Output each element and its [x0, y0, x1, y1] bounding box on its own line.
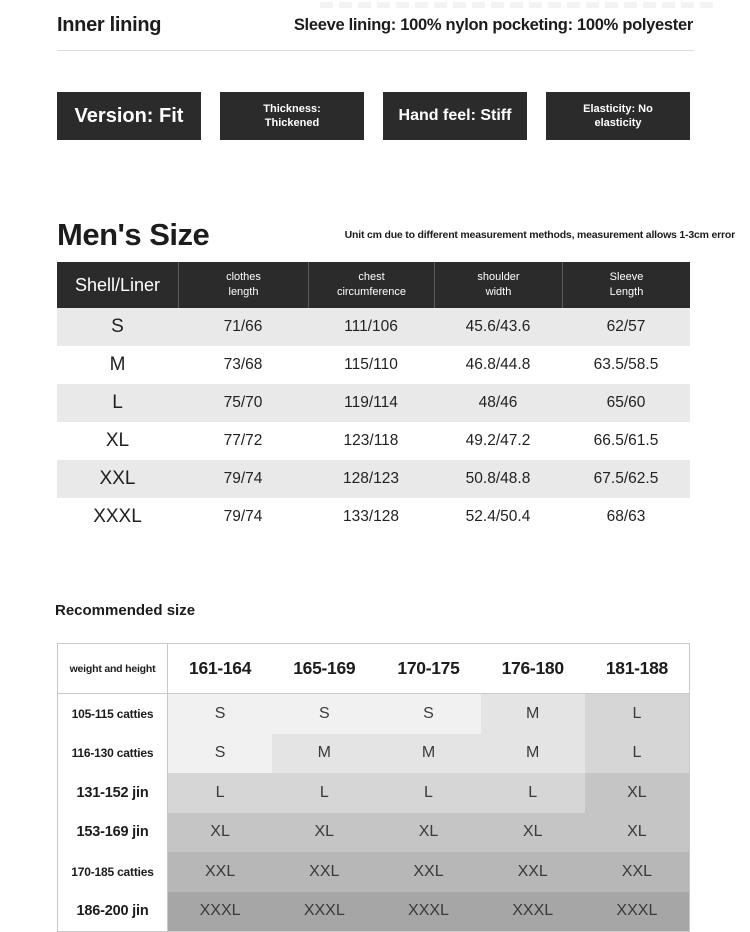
size-cell: M [481, 734, 585, 774]
recommended-size-table [57, 643, 690, 932]
size-cell: XXXL [585, 892, 689, 932]
table-row [57, 384, 690, 422]
measurement-value: 79/74 [223, 508, 263, 525]
measurement-value: 123/118 [343, 432, 399, 449]
measurement-value: 52.4/50.4 [465, 508, 531, 525]
measurement-value: 71/66 [223, 318, 263, 335]
size-cell: L [585, 734, 689, 774]
size-cell: XXL [168, 852, 272, 892]
lining-header [57, 6, 693, 44]
chip-elasticity-line1: Elasticity: No [583, 102, 653, 115]
height-range-header: 170-175 [397, 658, 460, 678]
size-label: XXL [99, 468, 136, 489]
recommended-size-title: Recommended size [55, 602, 196, 619]
table-row [57, 346, 690, 384]
size-cell: M [272, 734, 376, 774]
size-cell: XXL [376, 852, 480, 892]
measurement-value: 111/106 [344, 318, 398, 335]
column-header-text: Shell/Liner [74, 274, 161, 295]
measurement-note: Unit cm due to different measurement methods, measurement allows 1-3cm error [344, 229, 735, 241]
weight-range-label: 116-130 catties [58, 734, 168, 774]
measurement-value: 46.8/44.8 [465, 356, 531, 373]
measurement-value: 67.5/62.5 [593, 470, 659, 487]
mens-size-heading-row [57, 212, 735, 258]
measurement-value: 73/68 [223, 356, 263, 373]
attribute-chip-row [57, 92, 690, 140]
column-header-text: clothes [226, 271, 261, 284]
table-row [58, 734, 689, 774]
height-range-header: 181-188 [605, 658, 668, 678]
table-row [58, 852, 689, 892]
measurement-value: 48/46 [478, 394, 518, 411]
mens-size-table-header [57, 262, 690, 308]
column-header-text: Length [609, 286, 644, 298]
size-cell: L [585, 694, 689, 734]
size-cell: XL [168, 813, 272, 853]
measurement-value: 133/128 [342, 508, 400, 525]
chip-thickness-line2: Thickened [264, 117, 320, 129]
measurement-value: 115/110 [344, 356, 398, 373]
weight-range-label: 153-169 jin [58, 813, 168, 853]
lining-title: Inner lining [57, 13, 162, 36]
measurement-value: 119/114 [344, 394, 398, 411]
column-header-shoulder-width [434, 262, 562, 308]
size-cell: L [376, 773, 480, 813]
measurement-value: 50.8/48.8 [465, 470, 531, 487]
size-cell: S [168, 694, 272, 734]
size-cell: L [481, 773, 585, 813]
column-header-text: length [228, 286, 259, 298]
height-range-header: 176-180 [501, 658, 564, 678]
size-label: L [112, 392, 123, 413]
size-cell: S [376, 694, 480, 734]
chip-thickness-line1: Thickness: [263, 102, 321, 115]
mens-size-table [57, 262, 690, 536]
table-row [57, 308, 690, 346]
size-cell: S [272, 694, 376, 734]
measurement-value: 65/60 [606, 394, 646, 411]
chip-elasticity-line2: elasticity [594, 117, 642, 129]
column-header-text: chest [358, 271, 385, 284]
weight-range-label: 186-200 jin [58, 892, 168, 932]
measurement-value: 75/70 [223, 394, 263, 411]
recommended-table-header [58, 644, 689, 694]
chip-thickness [220, 92, 364, 140]
size-label: XL [105, 430, 130, 451]
column-header-chest-circumference [308, 262, 434, 308]
chip-hand-feel [383, 92, 527, 140]
measurement-value: 77/72 [223, 432, 263, 449]
height-range-header: 165-169 [293, 658, 356, 678]
size-label: M [109, 354, 126, 375]
measurement-value: 79/74 [223, 470, 263, 487]
column-header-text: shoulder [477, 271, 520, 284]
mens-size-title: Men's Size [57, 217, 210, 252]
column-header-clothes-length [178, 262, 308, 308]
chip-version [57, 92, 201, 140]
table-row [57, 422, 690, 460]
header-divider [57, 50, 694, 51]
size-cell: XXL [272, 852, 376, 892]
size-cell: XL [376, 813, 480, 853]
size-cell: XXL [585, 852, 689, 892]
measurement-value: 66.5/61.5 [593, 432, 659, 449]
table-row [58, 892, 689, 932]
size-cell: L [272, 773, 376, 813]
size-cell: M [376, 734, 480, 774]
measurement-value: 128/123 [342, 470, 400, 487]
measurement-value: 45.6/43.6 [465, 318, 531, 335]
size-cell: S [168, 734, 272, 774]
size-cell: XL [272, 813, 376, 853]
lining-subtitle: Sleeve lining: 100% nylon pocketing: 100% polyester [293, 15, 693, 34]
size-cell: XXXL [168, 892, 272, 932]
size-cell: XL [585, 773, 689, 813]
table-row [57, 460, 690, 498]
measurement-value: 63.5/58.5 [593, 356, 659, 373]
column-header-sleeve-length [562, 262, 690, 308]
size-cell: M [481, 694, 585, 734]
table-row [58, 813, 689, 853]
table-row [58, 694, 689, 734]
measurement-value: 68/63 [606, 508, 646, 525]
size-label: XXXL [93, 506, 142, 527]
size-cell: L [168, 773, 272, 813]
size-cell: XXL [481, 852, 585, 892]
weight-range-label: 131-152 jin [58, 773, 168, 813]
weight-range-label: 105-115 catties [58, 694, 168, 734]
chip-elasticity [546, 92, 690, 140]
measurement-value: 62/57 [606, 318, 646, 335]
column-header-text: width [485, 286, 512, 298]
table-row [58, 773, 689, 813]
column-header-text: circumference [336, 286, 407, 298]
column-header-text: Sleeve [609, 271, 644, 284]
size-cell: XL [585, 813, 689, 853]
size-cell: XXXL [272, 892, 376, 932]
size-label: S [111, 316, 124, 337]
column-header-shell-liner [57, 262, 178, 308]
height-range-header: 161-164 [189, 658, 252, 678]
size-cell: XL [481, 813, 585, 853]
weight-range-label: 170-185 catties [58, 852, 168, 892]
measurement-value: 49.2/47.2 [465, 432, 531, 449]
chip-version-label: Version: Fit [74, 105, 184, 127]
corner-header-weight-height: weight and height [58, 644, 168, 693]
chip-hand-feel-label: Hand feel: Stiff [398, 106, 512, 124]
size-cell: XXXL [376, 892, 480, 932]
size-cell: XXXL [481, 892, 585, 932]
table-row [57, 498, 690, 536]
